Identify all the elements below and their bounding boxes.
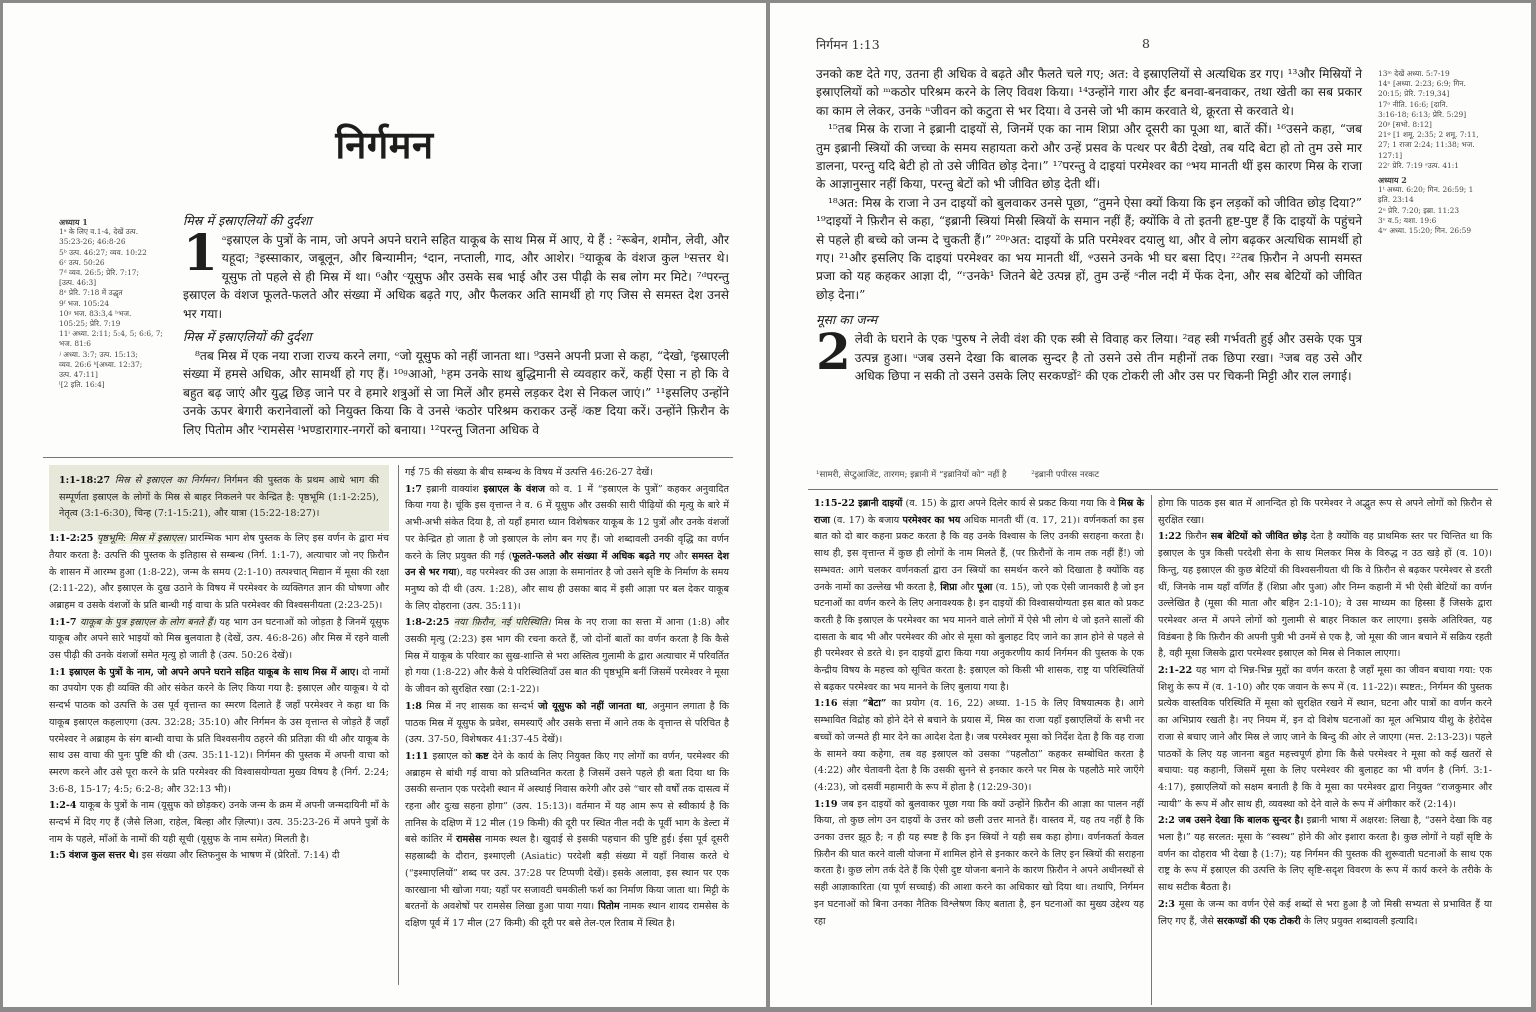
study-note: 2:3 मूसा के जन्म का वर्णन ऐसे कई शब्दों से भरा हुआ है जो मिस्री सभ्यता से प्रभावित हैं या लिए गए हैं, जैसे सरकण्डों की एक टोकरी के लिए प्रयुक्त शब्दावली इत्यादि।: [1158, 898, 1492, 927]
cross-ref-line: 9ᶠ भज. 105:24: [59, 298, 110, 308]
cross-ref-line: 2ᵘ प्रेरि. 7:20; इब्रा. 11:23: [1378, 205, 1460, 215]
cross-ref-line: 13ᵐ देखें अध्या. 5:7-19: [1378, 69, 1450, 78]
cross-ref-line: ʲ अध्या. 3:7; उत्प. 15:13;: [59, 349, 138, 359]
cross-ref-line: 14ⁿ [अध्या. 2:23; 6:9; गिन.: [1378, 79, 1466, 89]
cross-ref-heading: अध्याय 2: [1378, 175, 1407, 186]
cross-ref-line: भज. 81:6: [59, 339, 91, 349]
section-heading: मिस्र में इस्राएलियों की दुर्दशा: [183, 213, 312, 228]
study-note: 1:5 वंशज कुल सत्तर थे। इस संख्या और स्तिफनुस के भाषण में (प्रेरितों. 7:14) दी: [49, 850, 340, 862]
cross-ref-line: 20ᵖ [सभो. 8:12]: [1378, 120, 1432, 130]
cross-references-left: [59, 213, 163, 390]
cross-ref-line: उत्प. 47:11]: [59, 370, 98, 380]
cross-ref-line: 11ⁱ अध्या. 2:11; 5:4, 5; 6:6, 7;: [59, 329, 163, 339]
study-note: 1:1 इस्राएल के पुत्रों के नाम, जो अपने अपने घराने सहित याकूब के साथ मिस्र में आए। दो नामों का उपयोग एक ही व्यक्ति की ओर संकेत करने के लिए किया गया है: इस्राएल और याकूब। ये दो सन्दर्भ पाठक को उत्पत्ति के उस पूर्व वृत्तान्त का स्मरण दिलाते हैं जहाँ परमेश्वर ने कहा था कि याकूब इस्राएल कहलाएगा (उत्प. 32:28; 35:10) और निर्गमन के उस वृत्तान्त से जोड़ते हैं जहाँ परमेश्वर ने अब्राहम के संग बान्धी वाचा के प्रति विश्वसनीय ठहरने की प्रतिज्ञा की थी और याकूब के साथ उस वाचा की पुनः पुष्टि की थी (उत्प. 35:11-12)। निर्गमन की पुस्तक में अपनी वाचा को स्मरण करने और उसे पूरा करने के प्रति परमेश्वर की विश्वासयोग्यता मुख्य विषय है (निर्ग. 2:24; 3:6-8, 15-17; 4:5; 6:2-8; और 32:13 भी)।: [49, 666, 389, 795]
study-note: 1:11 इस्राएल को कष्ट देने के कार्य के लिए नियुक्त किए गए लोगों का वर्णन, परमेश्वर की अब्राहम से बांधी गई वाचा को प्रतिध्वनित करता है जिसमें उसने पहले ही बता दिया था कि उसकी सन्तान एक परदेशी स्थान में अस्थाई निवास करेगी और उसे “चार सौ वर्षों तक दासत्व में रहना और दुःख सहना होगा” (उत्प. 15:13)। वर्तमान में यह आम रूप से स्वीकार्य है कि तानिस के दक्षिण में 12 मील (19 किमी) की दूरी पर स्थित नील नदी के पूर्वी भाग के डेल्टा में बसे कांतिर में रामसेस नामक स्थल है। खुदाई से इसकी पहचान की पुष्टि हुई। ईसा पूर्व दूसरी सहस्राब्दी के दौरान, इश्माएली (Asiatic) परदेशी बड़ी संख्या में यहाँ निवास करते थे (“इश्माएलियों” शब्द पर उत्प. 37:28 पर टिप्पणी देखें)। इसके अलावा, इस स्थान पर एक कारखाना भी खोजा गया; यहाँ पर सजावटी चमकीली फर्श का निर्माण किया जाता था। मिट्टी के बरतनों के अवशेषों पर रामसेस लिखा हुआ पाया गया। पितोम नामक स्थान शायद रामसेस के दक्षिण पूर्व में 17 मील (27 किमी) की दूरी पर बसे तेल-एल रिताब में स्थित है।: [405, 750, 729, 929]
cross-references-right: [1378, 69, 1479, 236]
study-notes-col1: [814, 496, 1144, 930]
page-number: 8: [1142, 36, 1150, 51]
study-note: 1:7 इब्रानी वाक्यांश इस्राएल के वंशज को व. 1 में “इस्राएल के पुत्रों” कहकर अनुवादित किया गया है। चूंकि इस वृत्तान्त ने व. 6 में यूसुफ और उसकी सारी पीढ़ियों की मृत्यु के बारे में अभी-अभी संकेत दिया है, तो यहाँ हमारा ध्यान विशेषकर याकूब के 12 पुत्रों और उनके वंशजों पर केन्द्रित हो जाता है जो इस्राएल के लोग बन गए हैं। जो शब्दावली उनकी वृद्धि का वर्णन करने के लिए प्रयुक्त की गई (फूलते-फलते और संख्या में अधिक बढ़ते गए और समस्त देश उन से भर गया), वह परमेश्वर की उस आज्ञा के समानांतर है जो उसने सृष्टि के निर्माण के समय मनुष्य को दी थी (उत्प. 1:28), और साथ ही उसका बाद में इसी आज्ञा पर बल देकर याकूब के लिए दोहराना (उत्प. 35:11)।: [405, 483, 730, 612]
cross-ref-line: 105:25; प्रेरि. 7:19: [59, 319, 121, 329]
cross-ref-line: इति. 23:14: [1378, 195, 1414, 205]
footnote: ²इब्रानी पपीरस नरकट: [1031, 470, 1100, 480]
scripture-paragraph: उनको कष्ट देते गए, उतना ही अधिक वे बढ़ते और फैलते चले गए; अत: वे इस्राएलियों से अत्यधिक डर गए। ¹³और मिस्रियों ने इस्राएलियों को ᵐकठोर परिश्रम करने के लिए विवश किया। ¹⁴उन्होंने गारा और ईंट बनवा-बनवाकर, तथा खेती का सब प्रकार का काम ले लेकर, उनके ⁿजीवन को कटुता से भर दिया। वे उनसे जो भी काम करवाते थे, क्रूरता से करवाते थे।: [816, 67, 1362, 118]
scripture-paragraph: ⁸तब मिस्र में एक नया राजा राज्य करने लगा, ᵉजो यूसुफ को नहीं जानता था। ⁹उसने अपनी प्रजा से कहा, “देखो, ᶠइस्राएली संख्या में हमसे अधिक, और सामर्थी हो गए हैं। ¹⁰ᵍआओ, ʰहम उनके साथ बुद्धिमानी से व्यवहार करें, कहीं ऐसा न हो कि वे बहुत बढ़ जाएं और युद्ध छिड़ जाने पर वे हमारे शत्रुओं से जा मिलें और हमसे लड़कर देश से निकल जाएं।” ¹¹इसलिए उन्होंने उनके ऊपर बेगारी करानेवालों को नियुक्त किया कि वे उनसे ⁱकठोर परिश्रम कराकर उन्हें ʲकष्ट दिया करें। उन्होंने फ़िरौन के लिए पितोम और ᵏरामसेस ˡभण्डारागार-नगरों को बनाया। ¹²परन्तु जितना अधिक वे: [183, 349, 729, 437]
cross-ref-line: ˡ[2 इति. 16:4]: [59, 380, 105, 390]
study-note: 1:8-2:25 नया फ़िरौन, नई परिस्थिति। मिस्र के नए राजा का सत्ता में आना (1:8) और उसकी मृत्यु (2:23) इस भाग की रचना करते हैं, जो दोनों बातों का वर्णन करता है कि कैसे मिस्र में याकूब के परिवार का सुख-शान्ति से भरा अस्तित्व गुलामी के द्वारा अत्याचार में परिवर्तित हो गया (1:8-22) और कैसे ये परिस्थितियाँ उस बात की पृष्ठभूमि बनीं जिसमें परमेश्वर ने मूसा के जीवन को सुरक्षित रखा (2:1-22)।: [405, 617, 729, 696]
book-title: निर्गमन: [335, 122, 434, 167]
cross-ref-line: 17ᵒ नीति. 16:6; [दानि.: [1378, 99, 1448, 109]
study-note: 2:2 जब उसने देखा कि बालक सुन्दर है। इब्रानी भाषा में अक्षरश: लिखा है, “उसने देखा कि वह भला है।” यह सरलत: मूसा के “स्वस्थ” होने की ओर इशारा करता है। कुछ लोगों ने यहाँ सृष्टि के वर्णन का दोहराव भी देखा है (1:7); यह निर्गमन की पुस्तक की शुरूवाती घटनाओं के साथ एक राष्ट्र के रूप में इस्राएल की उत्पत्ति के लिए सृष्टि-सदृश विवरण के रूप में कार्य करने के तरीके के साथ सटीक बैठता है।: [1158, 815, 1492, 894]
cross-ref-line: 3ᵛ व.5; यशा. 19:6: [1378, 215, 1437, 225]
chapter-number: 1: [183, 223, 218, 282]
scripture-paragraph: 2 लेवी के घराने के एक ᵗपुरुष ने लेवी वंश की एक स्त्री से विवाह कर लिया। ²वह स्त्री गर्भवती हुई और उसके एक पुत्र उत्पन्न हुआ। ᵘजब उसने देखा कि बालक सुन्दर है तो उसने उसे तीन महीनों तक छिपा रखा। ³जब वह उसे और अधिक छिपा न सकी तो उसने उसके लिए सरकण्डों² की एक टोकरी ली और उस पर चिकनी मिट्टी और राल लगाई।: [816, 322, 1362, 384]
left-page: [3, 3, 766, 1007]
cross-ref-line: 7ᵈ व्यव. 26:5; प्रेरि. 7:17;: [59, 268, 139, 278]
study-note-continued: गई 75 की संख्या के बीच सम्बन्ध के विषय में उत्पत्ति 46:26-27 देखें।: [405, 467, 653, 478]
study-note: 1:19 जब इन दाइयों को बुलवाकर पूछा गया कि क्यों उन्होंने फ़िरौन की आज्ञा का पालन नहीं किया, तो कुछ लोग उन दाइयों के उत्तर को छली उत्तर मानते हैं। वास्तव में, यह तय नहीं है कि उनका उत्तर झूठ है; न ही यह स्पष्ट है कि इन स्त्रियों ने यही सब कहा होगा। वर्णनकर्ता केवल फ़िरौन की घात करने वाली योजना में शामिल होने से इनकार करने के लिए इन स्त्रियों की सराहना करता है। कुछ लोग तर्क देते हैं कि ऐसी दुष्ट योजना बनाने के कारण फ़िरौन ने अपने अधीनस्थों से सही आज्ञाकारिता (या पूर्ण सच्चाई) की आशा करने का अधिकार खो दिया था। तथापि, निर्गमन इन घटनाओं को बिना उनका नैतिक विश्लेषण किए बताता है, इन घटनाओं का मुख्य उद्देश्य यह रहा: [814, 798, 1144, 927]
running-head: निर्गमन 1:13: [816, 37, 880, 52]
study-note: 1:15-22 इब्रानी दाइयों (व. 15) के द्वारा अपने दिलेर कार्य से प्रकट किया गया कि वे मिस्र के राजा (व. 17) के बजाय परमेश्वर का भय अधिक मानती थीं (व. 17, 21)। वर्णनकर्ता का इस बात को दो बार कहना प्रकट करता है कि वह उनके विश्वास के लिए उनकी सराहना करता है। साथ ही, इस वृत्तान्त में कुछ ही लोगों के नाम मिलते हैं, (पर फ़िरौनों के नाम तक नहीं हैं!) जो सम्भवत: आगे चलकर वर्णनकर्ता द्वारा उन स्त्रियों का समर्थन करने को दिखाता है क्योंकि वह उनके नामों का उल्लेख भी करता है, शिप्रा और पूआ (व. 15), जो एक ऐसी जानकारी है जो इन घटनाओं का वर्णन करने के लिए अनावश्यक है। इन दाइयों की विश्वासयोग्यता इस बात को प्रकट करती है कि इस्राएल के परमेश्वर का भय मानने वाले लोगों में ऐसे भी लोग थे जो इतने सालों की दासता के बाद भी और परमेश्वर की ओर से मूसा को बुलाहट दिए जाने का ज्ञान होने से पहले से ही परमेश्वर से डरते थे। इन दाइयों द्वारा किया गया अनुकरणीय कार्य निर्गमन की पुस्तक के एक केन्द्रीय विषय के महत्त्व को सूचित करता है: इस्राएल को किसी भी शासक, राष्ट्र या परिस्थितियों से बढ़कर परमेश्वर का भय मानने के लिए बुलाया गया है।: [814, 498, 1145, 693]
column-divider: [398, 465, 399, 985]
study-note-continued: होगा कि पाठक इस बात में आनन्दित हो कि परमेश्वर ने अद्भुत रूप से अपने लोगों को फ़िरौन से सुरक्षित रखा।: [1158, 498, 1492, 526]
divider: [808, 489, 1498, 490]
intro-box: 1:1-18:27 मिस्र से इस्राएल का निर्गमन। निर्गमन की पुस्तक के प्रथम आधे भाग की सम्पूर्णता इस्राएल के लोगों के मिस्र से बाहर निकलने पर केन्द्रित है: पृष्ठभूमि (1:1-2:25), नेतृत्व (3:1-6:30), चिन्ह (7:1-15:21), और यात्रा (15:22-18:27)।: [49, 465, 389, 531]
right-page: [770, 3, 1531, 1007]
cross-ref-line: 5ᵇ उत्प. 46:27; व्यव. 10:22: [59, 247, 147, 257]
textual-footnotes: [816, 468, 1121, 480]
cross-ref-line: 8ᵉ प्रेरि. 7:18 में उद्धृत: [59, 288, 123, 298]
study-notes-col2: [1158, 496, 1492, 930]
cross-ref-line: [उत्प. 46:3]: [59, 278, 97, 288]
scripture-paragraph: ¹⁸अत: मिस्र के राजा ने उन दाइयों को बुलवाकर उनसे पूछा, “तुमने ऐसा क्यों किया कि इन लड़कों को जीवित छोड़ दिया?” ¹⁹दाइयों ने फ़िरौन से कहा, “इब्रानी स्त्रियां मिस्री स्त्रियों के समान नहीं हैं; क्योंकि वे तो इतनी हृष्ट-पुष्ट हैं कि दाइयों के पहुंचने से पहले ही बच्चे को जन्म दे चुकती हैं।” ²⁰ᵖअत: दाइयों के प्रति परमेश्वर दयालु था, और वे लोग बढ़कर अत्यधिक सामर्थी हो गए। ²¹और इसलिए कि दाइयां परमेश्वर का भय मानती थीं, ᵠउसने उनके भी घर बसा दिए। ²²तब फ़िरौन ने अपनी समस्त प्रजा को यह कहकर आज्ञा दी, “ʳउनके¹ जितने बेटे उत्पन्न हों, तुम उन्हें ˢनील नदी में फेंक देना, और सब बेटियों को जीवित छोड़ देना।”: [816, 195, 1362, 302]
cross-ref-line: 10ᵍ भज. 83:3,4 ʰभज.: [59, 308, 132, 318]
cross-ref-line: 20:15; प्रेरि. 7:19,34]: [1378, 89, 1450, 99]
study-note: 1:8 मिस्र में नए शासक का सन्दर्भ जो यूसुफ को नहीं जानता था, अनुमान लगाता है कि पाठक मिस्र में यूसुफ के प्रवेश, समस्याएँ और उसके सत्ता में आने तक के वृत्तान्त से परिचित है (उत्प. 37-50, विशेषकर 41:37-45 देखें)।: [405, 700, 729, 746]
study-notes-col1: [49, 465, 389, 865]
cross-ref-line: 3:16-18; 6:13; प्रेरि. 5:29]: [1378, 109, 1467, 119]
study-note: 1:22 फ़िरौन सब बेटियों को जीवित छोड़ देता है क्योंकि वह प्राथमिक स्तर पर चिन्तित था कि इस्राएल के पुत्र किसी परदेशी सेना के साथ मिलकर मिस्र के विरुद्ध न उठ खड़े हों (व. 10)। किन्तु, यह इस्राएल की कुछ बेटियों की विश्वसनीयता थी कि वे फ़िरौन से बढ़कर परमेश्वर से डरती थीं, जिनके नाम यहाँ वर्णित हैं (शिप्रा और पुआ) और निम्न कहानी में भी ऐसी बेटियों का वर्णन उल्लेखित है (मूसा की माता और बहिन 2:1-10); वे उस माध्यम का हिस्सा हैं जिसके द्वारा परमेश्वर अन्त में अपने लोगों को गुलामी से बाहर निकाल कर लाएगा। इसके अतिरिक्त, यह विडंबना है कि फ़िरौन की अपनी पुत्री भी उनमें से एक है, जो मूसा की जान बचाने में सक्रिय रहती है, वही मूसा जिसके द्वारा परमेश्वर इस्राएल को मिस्र से निकाल लाएगा।: [1158, 531, 1492, 660]
scripture-paragraph: 1 ᵃइस्राएल के पुत्रों के नाम, जो अपने अपने घराने सहित याकूब के साथ मिस्र में आए, ये हैं : ²रूबेन, शमौन, लेवी, और यहूदा; ³इस्साकार, जबूलून, और बिन्यामीन; ⁴दान, नप्ताली, गाद, और आशेर। ⁵याकूब के वंशज कुल ᵇसत्तर थे। यूसुफ तो पहले से ही मिस्र में था। ⁶और ᶜयूसुफ और उसके सब भाई और उस पीढ़ी के सब लोग मर मिटे। ⁷ᵈपरन्तु इस्राएल के वंशज फूलते-फलते और संख्या में अधिक बढ़ते गए, और फैलकर अति सामर्थी हो गए जिस से समस्त देश उनसे भर गया।: [183, 223, 729, 321]
cross-ref-line: 27; 1 राजा 2:24; 11:38; भज.: [1378, 140, 1475, 150]
cross-ref-line: 22ʳ प्रेरि. 7:19 ˢउत्प. 41:1: [1378, 160, 1459, 170]
divider: [43, 457, 733, 458]
chapter-number: 2: [816, 322, 851, 382]
column-divider: [1151, 495, 1152, 1005]
cross-ref-line: 21ᵠ [1 शमू. 2:35; 2 शमू. 7:11,: [1378, 130, 1479, 140]
cross-ref-line: 1ᵃ के लिए व.1-4, देखें उत्प.: [59, 227, 139, 237]
section-heading: मूसा का जन्म: [816, 312, 878, 328]
cross-ref-line: 6ᶜ उत्प. 50:26: [59, 257, 105, 267]
cross-ref-line: 35:23-26; 46:8-26: [59, 237, 126, 247]
study-note: 1:1-7 याकूब के पुत्र इस्राएल के लोग बनते हैं। यह भाग उन घटनाओं को जोड़ता है जिनमें यूसुफ याकूब और अपने सारे भाइयों को मिस्र बुलवाता है (देखें, उत्प. 46:8-26) और मिस्र में रहने वाली उस पीढ़ी की उनके वंशजों समेत मृत्यु हो जाती है (उत्प. 50:26 देखें)।: [49, 616, 389, 662]
study-note: 2:1-22 यह भाग दो भिन्न-भिन्न मुद्दों का वर्णन करता है जहाँ मूसा का जीवन बचाया गया: एक शिशु के रूप में (व. 1-10) और एक जवान के रूप में (व. 11-22)। स्पष्टत:, निर्गमन की पुस्तक प्रत्येक वास्तविक परिस्थिति में मूसा को सुरक्षित रखने में स्थान, घटना और पात्रों का वर्णन करने का अभिप्राय रखती है। नए नियम में, इन दो विशेष घटनाओं का मूल अभिप्राय यीशु के हेरोदेस राजा से बचाए जाने और मिस्र ले जाए जाने के बिन्दु की ओर ले जाएगा (मत्त. 2:13-23)। पहले पाठकों के लिए यह जानना बहुत महत्त्वपूर्ण होगा कि कैसे परमेश्वर ने मूसा को कई खतरों से बचाया: यह कहानी, जिसमें मूसा के लिए परमेश्वर की बुलाहट का भी वर्णन है (निर्ग. 3:1-4:17), इस्राएलियों को सक्षम बनाती है कि वे मूसा का परमेश्वर द्वारा नियुक्त “राजकुमार और न्यायी” के रूप में और साथ ही, व्यवस्था को देने वाले के रूप में अंगीकार करें (2:14)।: [1158, 665, 1492, 810]
scripture-text-right: [816, 65, 1362, 386]
study-note: 1:16 संज्ञा “बेटा” का प्रयोग (व. 16, 22) अध्या. 1-15 के लिए विषयात्मक है। आगे सम्भावित विद्रोह को होने देने से बचाने के प्रयास में, मिस्र का राजा यहाँ इस्राएलियों के सभी नर बच्चों को जन्मते ही मार देने का आदेश देता है। जब परमेश्वर मूसा को निर्देश देता है कि वह राजा के सामने क्या कहेगा, तब वह इस्राएल को उसका “पहलौठा” कहकर सम्बोधित करता है (4:22) और चेतावनी देता है कि उसकी सुनने से इनकार करने पर मिस्र के पहलौठे मारे जाएँगे (4:23), जो दसवीं महामारी के रूप में होता है (12:29-30)।: [814, 698, 1144, 793]
study-note: 1:2-4 याकूब के पुत्रों के नाम (यूसुफ को छोड़कर) उनके जन्म के क्रम में अपनी जन्मदायिनी माँ के सन्दर्भ में दिए गए हैं (जैसे लिआ, राहेल, बिल्हा और ज़िल्पा)। उत्प. 35:23-26 में अपने पुत्रों के नाम के पहले, माँओं के नामों की यही सूची (यूसुफ के नाम समेत) मिलती है।: [49, 800, 389, 845]
study-note: 1:1-2:25 पृष्ठभूमि: मिस्र में इस्राएल। प्रारम्भिक भाग शेष पुस्तक के लिए इस वर्णन के द्वारा मंच तैयार करता है: उत्पत्ति की पुस्तक के इतिहास से सम्बन्ध (निर्ग. 1:1-7), अत्याचार जो नए फ़िरौन के शासन में आरम्भ हुआ (1:8-22), जन्म के समय (2:1-10) तत्पश्चात् मिद्यान में मूसा की रक्षा (2:11-22), और इस्राएल के दुख उठाने के विषय में परमेश्वर के व्यक्तिगत ज्ञान की घोषणा और अब्राहम व उसके वंशजों के प्रति बान्धी गई वाचा के प्रति परमेश्वर की विश्वसनीयता (2:23-25)।: [49, 533, 389, 611]
footnote: ¹सामरी, सेप्टुआजिंट, तारगम; इब्रानी में “इब्रानियों को” नहीं है: [816, 470, 1007, 480]
scripture-text-left: [183, 211, 729, 439]
section-heading: मिस्र में इस्राएलियों की दुर्दशा: [183, 329, 312, 345]
scripture-paragraph: ¹⁵तब मिस्र के राजा ने इब्रानी दाइयों से, जिनमें एक का नाम शिप्रा और दूसरी का पूआ था, बातें कीं। ¹⁶उसने कहा, “जब तुम इब्रानी स्त्रियों की जच्चा के समय सहायता करो और उन्हें प्रसव के पत्थर पर बैठी देखो, तब यदि बेटा हो तो तुम उसे मार डालना, परन्तु यदि बेटी हो तो उसे जीवित छोड़ देना।” ¹⁷परन्तु वे दाइयां परमेश्वर का ᵒभय मानती थीं इस कारण मिस्र के राजा के आज्ञानुसार नहीं किया, परन्तु बेटों को भी जीवित छोड़ देती थीं।: [816, 122, 1362, 192]
study-notes-col2: [405, 465, 729, 933]
cross-ref-line: व्यव. 26:6 ᵏ[अध्या. 12:37;: [59, 359, 143, 369]
cross-ref-heading: अध्याय 1: [59, 217, 88, 227]
cross-ref-line: 4ʷ अध्या. 15:20; गिन. 26:59: [1378, 226, 1472, 236]
cross-ref-line: 1ᵗ अध्या. 6:20; गिन. 26:59; 1: [1378, 185, 1474, 195]
cross-ref-line: 127:1]: [1378, 150, 1403, 160]
